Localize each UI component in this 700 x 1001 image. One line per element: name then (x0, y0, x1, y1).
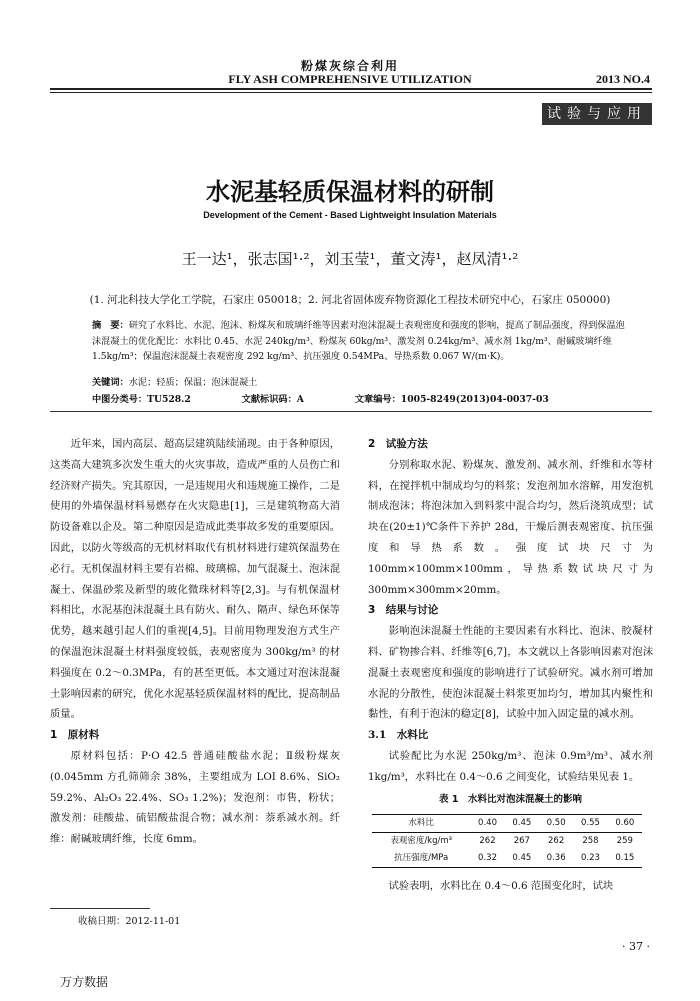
received-date: 收稿日期：2012-11-01 (78, 916, 181, 927)
header-rule (50, 88, 652, 90)
header-rule-thin (50, 92, 652, 93)
table-caption: 表 1 水料比对泡沫混凝土的影响 (439, 793, 582, 805)
table-cell: 抗压强度/MPa (372, 850, 470, 868)
table-cell: 0.45 (505, 850, 539, 868)
after-table-paragraph: 试验表明，水料比在 0.4～0.6 范围变化时，试块 (388, 880, 614, 893)
table-cell: 0.15 (608, 850, 642, 868)
table-header-row (372, 815, 642, 833)
title-cn: 水泥基轻质保温材料的研制 (206, 178, 494, 206)
paragraph-3-1: 试验配比为水泥 250kg/m³、泡沫 0.9m³/m³、减水剂 1kg/m³，水料比在 0.4～0.6 之间变化，试验结果见表 1。 (368, 749, 653, 783)
table-header-cell: 0.50 (539, 815, 573, 833)
table-header-cell: 0.60 (608, 815, 642, 833)
table-cell: 0.36 (539, 850, 573, 868)
keywords (92, 374, 257, 388)
table-cell: 0.32 (470, 850, 504, 868)
journal-name-cn: 粉煤灰综合利用 (300, 59, 399, 73)
abstract-text: 研究了水料比、水泥、泡沫、粉煤灰和玻璃纤维等因素对泡沫混凝土表观密度和强度的影响，提高了制品强度，得到保温泡沫混凝土的优化配比：水料比 0.45、水泥 240kg/m³、粉煤灰 60kg/m³、激发剂 0.24kg/m³、减水剂 1kg/m³、耐碱玻璃纤维 1.5kg/m³；保温泡沫混凝土表观密度 292 kg/m³、抗压强度 0.54MPa、导热系数 0.067 W/(m·K)。 (92, 320, 625, 362)
issue-number: 2013 NO.4 (596, 72, 650, 86)
method-paragraph: 分别称取水泥、粉煤灰、激发剂、减水剂、纤维和水等材料，在搅拌机中制成均匀的料浆；发泡剂加水溶解，用发泡机制成泡沫；将泡沫加入到料浆中混合均匀，然后浇筑成型；试块在(20±1)℃条件下养护 28d，干燥后测表观密度、抗压强度和导热系数。强度试块尺寸为 100mm×100mm×100mm，导热系数试块尺寸为 300mm×300mm×20mm。 (368, 458, 653, 596)
table-1 (372, 814, 642, 868)
section-heading-2: 2 试验方法 (368, 438, 428, 450)
materials-paragraph: 原材料包括：P·O 42.5 普通硅酸盐水泥；Ⅱ级粉煤灰(0.045mm 方孔筛筛余 38%，主要组成为 LOI 8.6%、SiO₂ 59.2%、Al₂O₃ 22.4%、SO₃ 1.2%)；发泡剂：市售，粉状；激发剂：硅酸盐、硫铝酸盐混合物；减水剂：萘系减水剂。纤维：耐碱玻璃纤维，长度 6mm。 (50, 749, 340, 846)
table-cell: 262 (479, 836, 496, 847)
affiliation: (1. 河北科技大学化工学院，石家庄 050018；2. 河北省固体废弃物资源化工程技术研究中心，石家庄 050000) (89, 294, 611, 306)
table-cell: 259 (616, 836, 633, 847)
clc-code: 中图分类号：TU528.2 (92, 394, 191, 405)
left-column (50, 434, 340, 850)
watermark: 万方数据 (60, 975, 109, 989)
table-cell: 262 (548, 836, 565, 847)
journal-name-en: FLY ASH COMPREHENSIVE UTILIZATION (228, 72, 472, 86)
keywords-label: 关键词： (92, 377, 129, 388)
doc-code: 文献标识码：A (241, 394, 304, 405)
discussion-paragraph: 影响泡沫混凝土性能的主要因素有水料比、泡沫、胶凝材料、矿物掺合料、纤维等[6,7]，本文就以上各影响因素对泡沫混凝土表观密度和强度的影响进行了试验研究。减水剂可增加水泥的分散性，使泡沫混凝土料浆更加均匀，增加其内聚性和黏性，有利于泡沫的稳定[8]，试验中加入固定量的减水剂。 (368, 625, 653, 721)
table-header-cell: 0.40 (470, 815, 504, 833)
table-header-cell: 水料比 (372, 815, 470, 833)
table-row (372, 850, 642, 868)
table-cell: 表观密度/kg/m³ (390, 836, 453, 847)
page-number: · 37 · (622, 940, 650, 953)
keywords-text: 水泥；轻质；保温；泡沫混凝土 (128, 377, 258, 388)
table-cell: 0.23 (573, 850, 607, 868)
intro-paragraph: 近年来，国内高层、超高层建筑陆续涌现。由于各种原因，这类高大建筑多次发生重大的火灾事故，造成严重的人员伤亡和经济财产损失。究其原因，一是违规用火和违规施工操作，二是使用的外墙保温材料易燃存在火灾隐患[1]，三是建筑物高大消防设备难以企及。第二种原因是造成此类事故多发的重要原因。因此，以防火等级高的无机材料取代有机材料进行建筑保温势在必行。无机保温材料主要有岩棉、玻璃棉、加气混凝土、泡沫混凝土、保温砂浆及新型的玻化微珠材料等[2,3]。与有机保温材料相比，水泥基泡沫混凝土具有防火、耐久、隔声、绿色环保等优势，越来越引起人们的重视[4,5]。目前用物理发泡方式生产的保温泡沫混凝土材料强度较低，表观密度为 300kg/m³ 的材料强度在 0.2～0.3MPa，有的甚至更低。本文通过对泡沫混凝土影响因素的研究，优化水泥基轻质保温材料的配比，提高制品质量。 (50, 438, 340, 721)
subsection-heading-3-1: 3.1 水料比 (368, 729, 429, 742)
right-column (368, 434, 653, 897)
table-row (372, 833, 642, 851)
table-header-cell: 0.55 (573, 815, 607, 833)
table-cell: 267 (513, 836, 530, 847)
section-badge: 试验与应用 (542, 103, 652, 125)
footnote-rule (50, 908, 150, 909)
article-number: 文章编号：1005-8249(2013)04-0037-03 (354, 394, 549, 405)
section-heading-1: 1 原材料 (50, 729, 100, 742)
title-en: Development of the Cement - Based Lightweight Insulation Materials (203, 210, 497, 220)
abstract-rule (50, 411, 652, 412)
section-heading-3: 3 结果与讨论 (368, 604, 439, 617)
authors: 王一达¹，张志国¹·²，刘玉莹¹，董文涛¹，赵凤清¹·² (181, 250, 519, 268)
table-header-cell: 0.45 (505, 815, 539, 833)
abstract (92, 318, 632, 365)
classification-line (92, 391, 632, 405)
table-cell: 258 (582, 836, 599, 847)
abstract-label: 摘 要： (92, 320, 129, 331)
